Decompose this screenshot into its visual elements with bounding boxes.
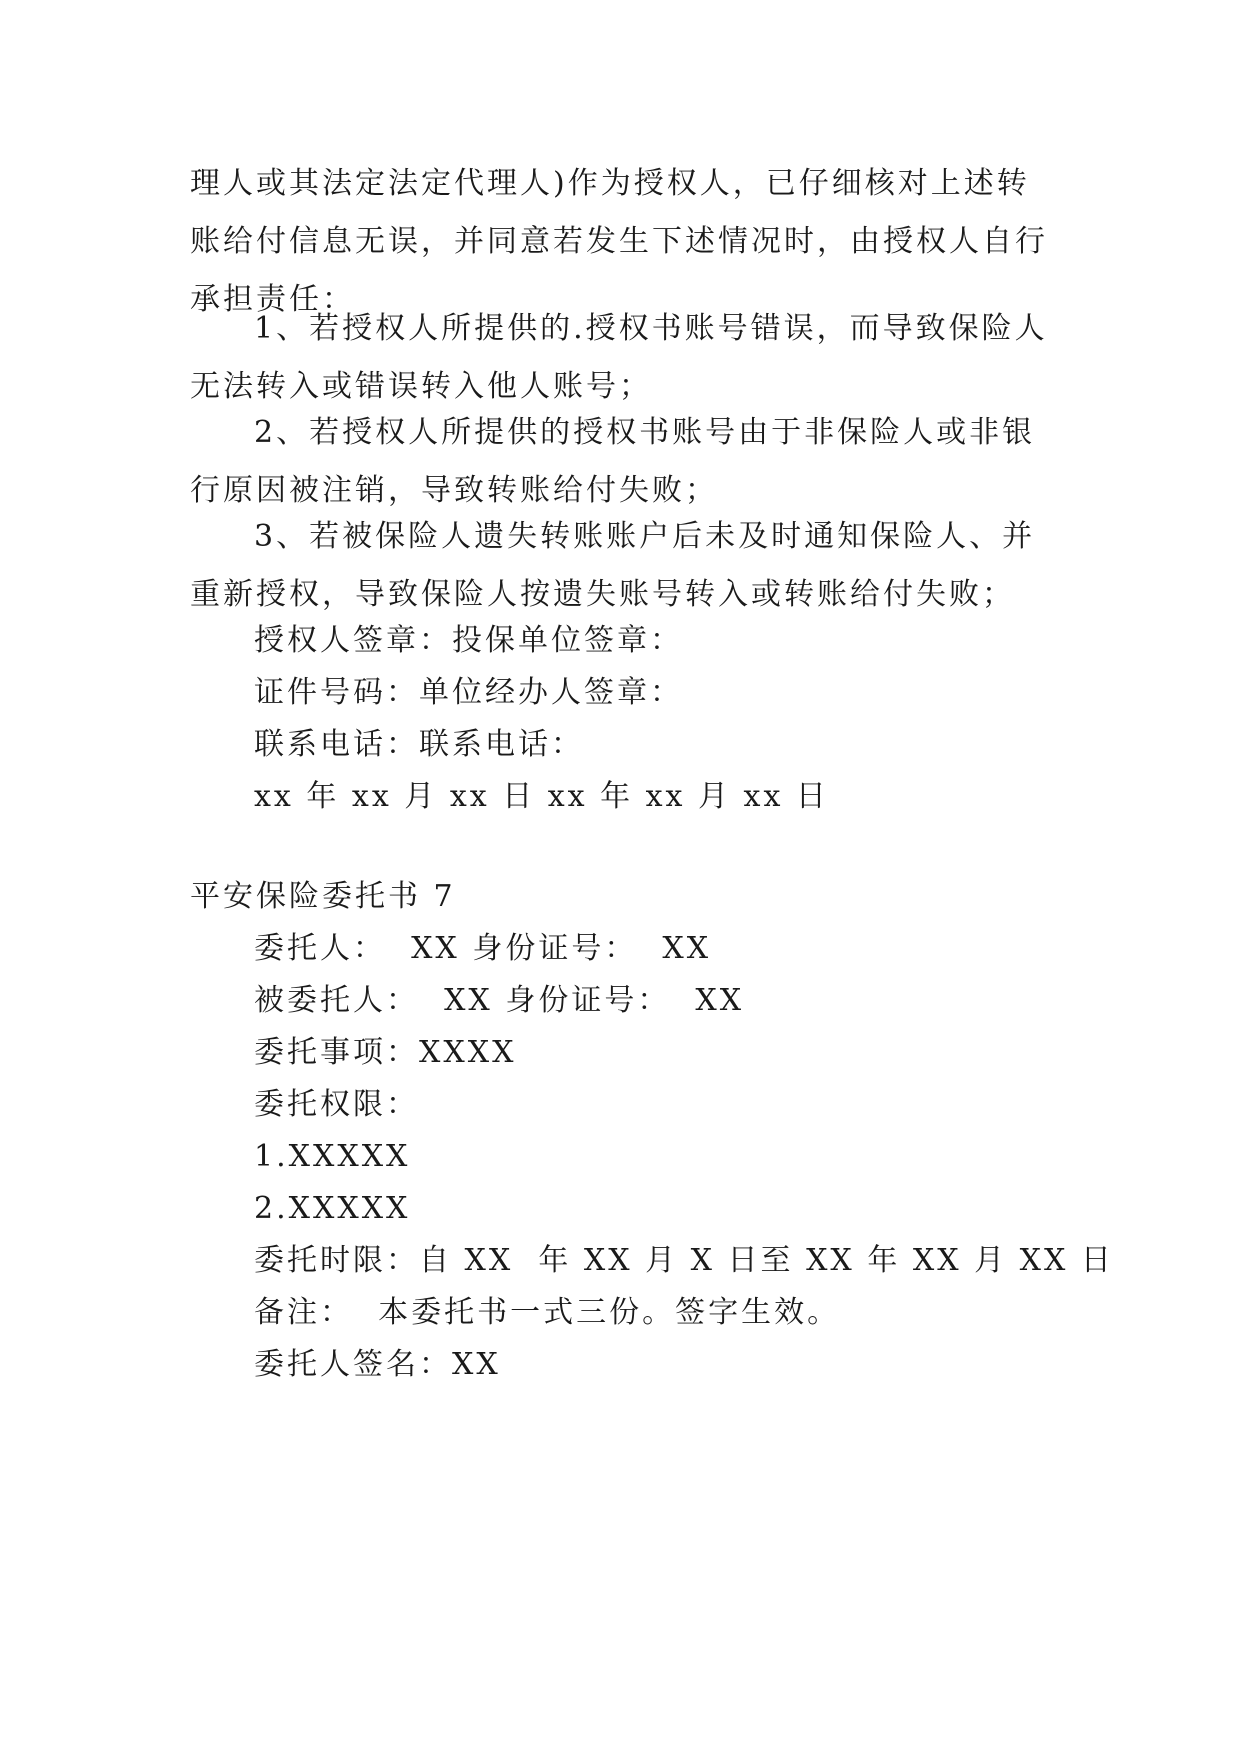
entrust-line-agent: 被委托人： XX 身份证号： XX	[254, 983, 745, 1018]
continuation-paragraph: 理人或其法定法定代理人)作为授权人，已仔细核对上述转账给付信息无误，并同意若发生下述情况时，由授权人自行承担责任：	[190, 166, 1048, 317]
condition-item-2: 2、若授权人所提供的授权书账号由于非保险人或非银行原因被注销，导致转账给付失败；	[190, 415, 1036, 508]
signature-line-date: xx 年 xx 月 xx 日 xx 年 xx 月 xx 日	[254, 779, 829, 814]
signature-line-phone: 联系电话：联系电话：	[254, 727, 584, 762]
entrust-line-principal: 委托人： XX 身份证号： XX	[254, 931, 712, 966]
entrust-line-remarks: 备注： 本委托书一式三份。签字生效。	[254, 1295, 841, 1330]
entrust-line-matter: 委托事项：XXXX	[254, 1035, 517, 1070]
entrust-line-scope-2: 2.XXXXX	[254, 1191, 411, 1226]
entrust-line-scope-1: 1.XXXXX	[254, 1139, 411, 1174]
entrust-line-signature: 委托人签名：XX	[254, 1347, 501, 1382]
condition-item-3: 3、若被保险人遗失转账账户后未及时通知保险人、并重新授权，导致保险人按遗失账号转入或转账给付失败；	[190, 519, 1036, 612]
signature-line-id: 证件号码：单位经办人签章：	[254, 675, 683, 710]
entrust-line-scope: 委托权限：	[254, 1087, 419, 1122]
section-title: 平安保险委托书 7	[190, 879, 456, 914]
condition-item-1: 1、若授权人所提供的.授权书账号错误，而导致保险人无法转入或错误转入他人账号；	[190, 311, 1048, 404]
signature-line-authorizer: 授权人签章：投保单位签章：	[254, 623, 683, 658]
entrust-line-period: 委托时限：自 XX 年 XX 月 X 日至 XX 年 XX 月 XX 日	[254, 1243, 1114, 1278]
